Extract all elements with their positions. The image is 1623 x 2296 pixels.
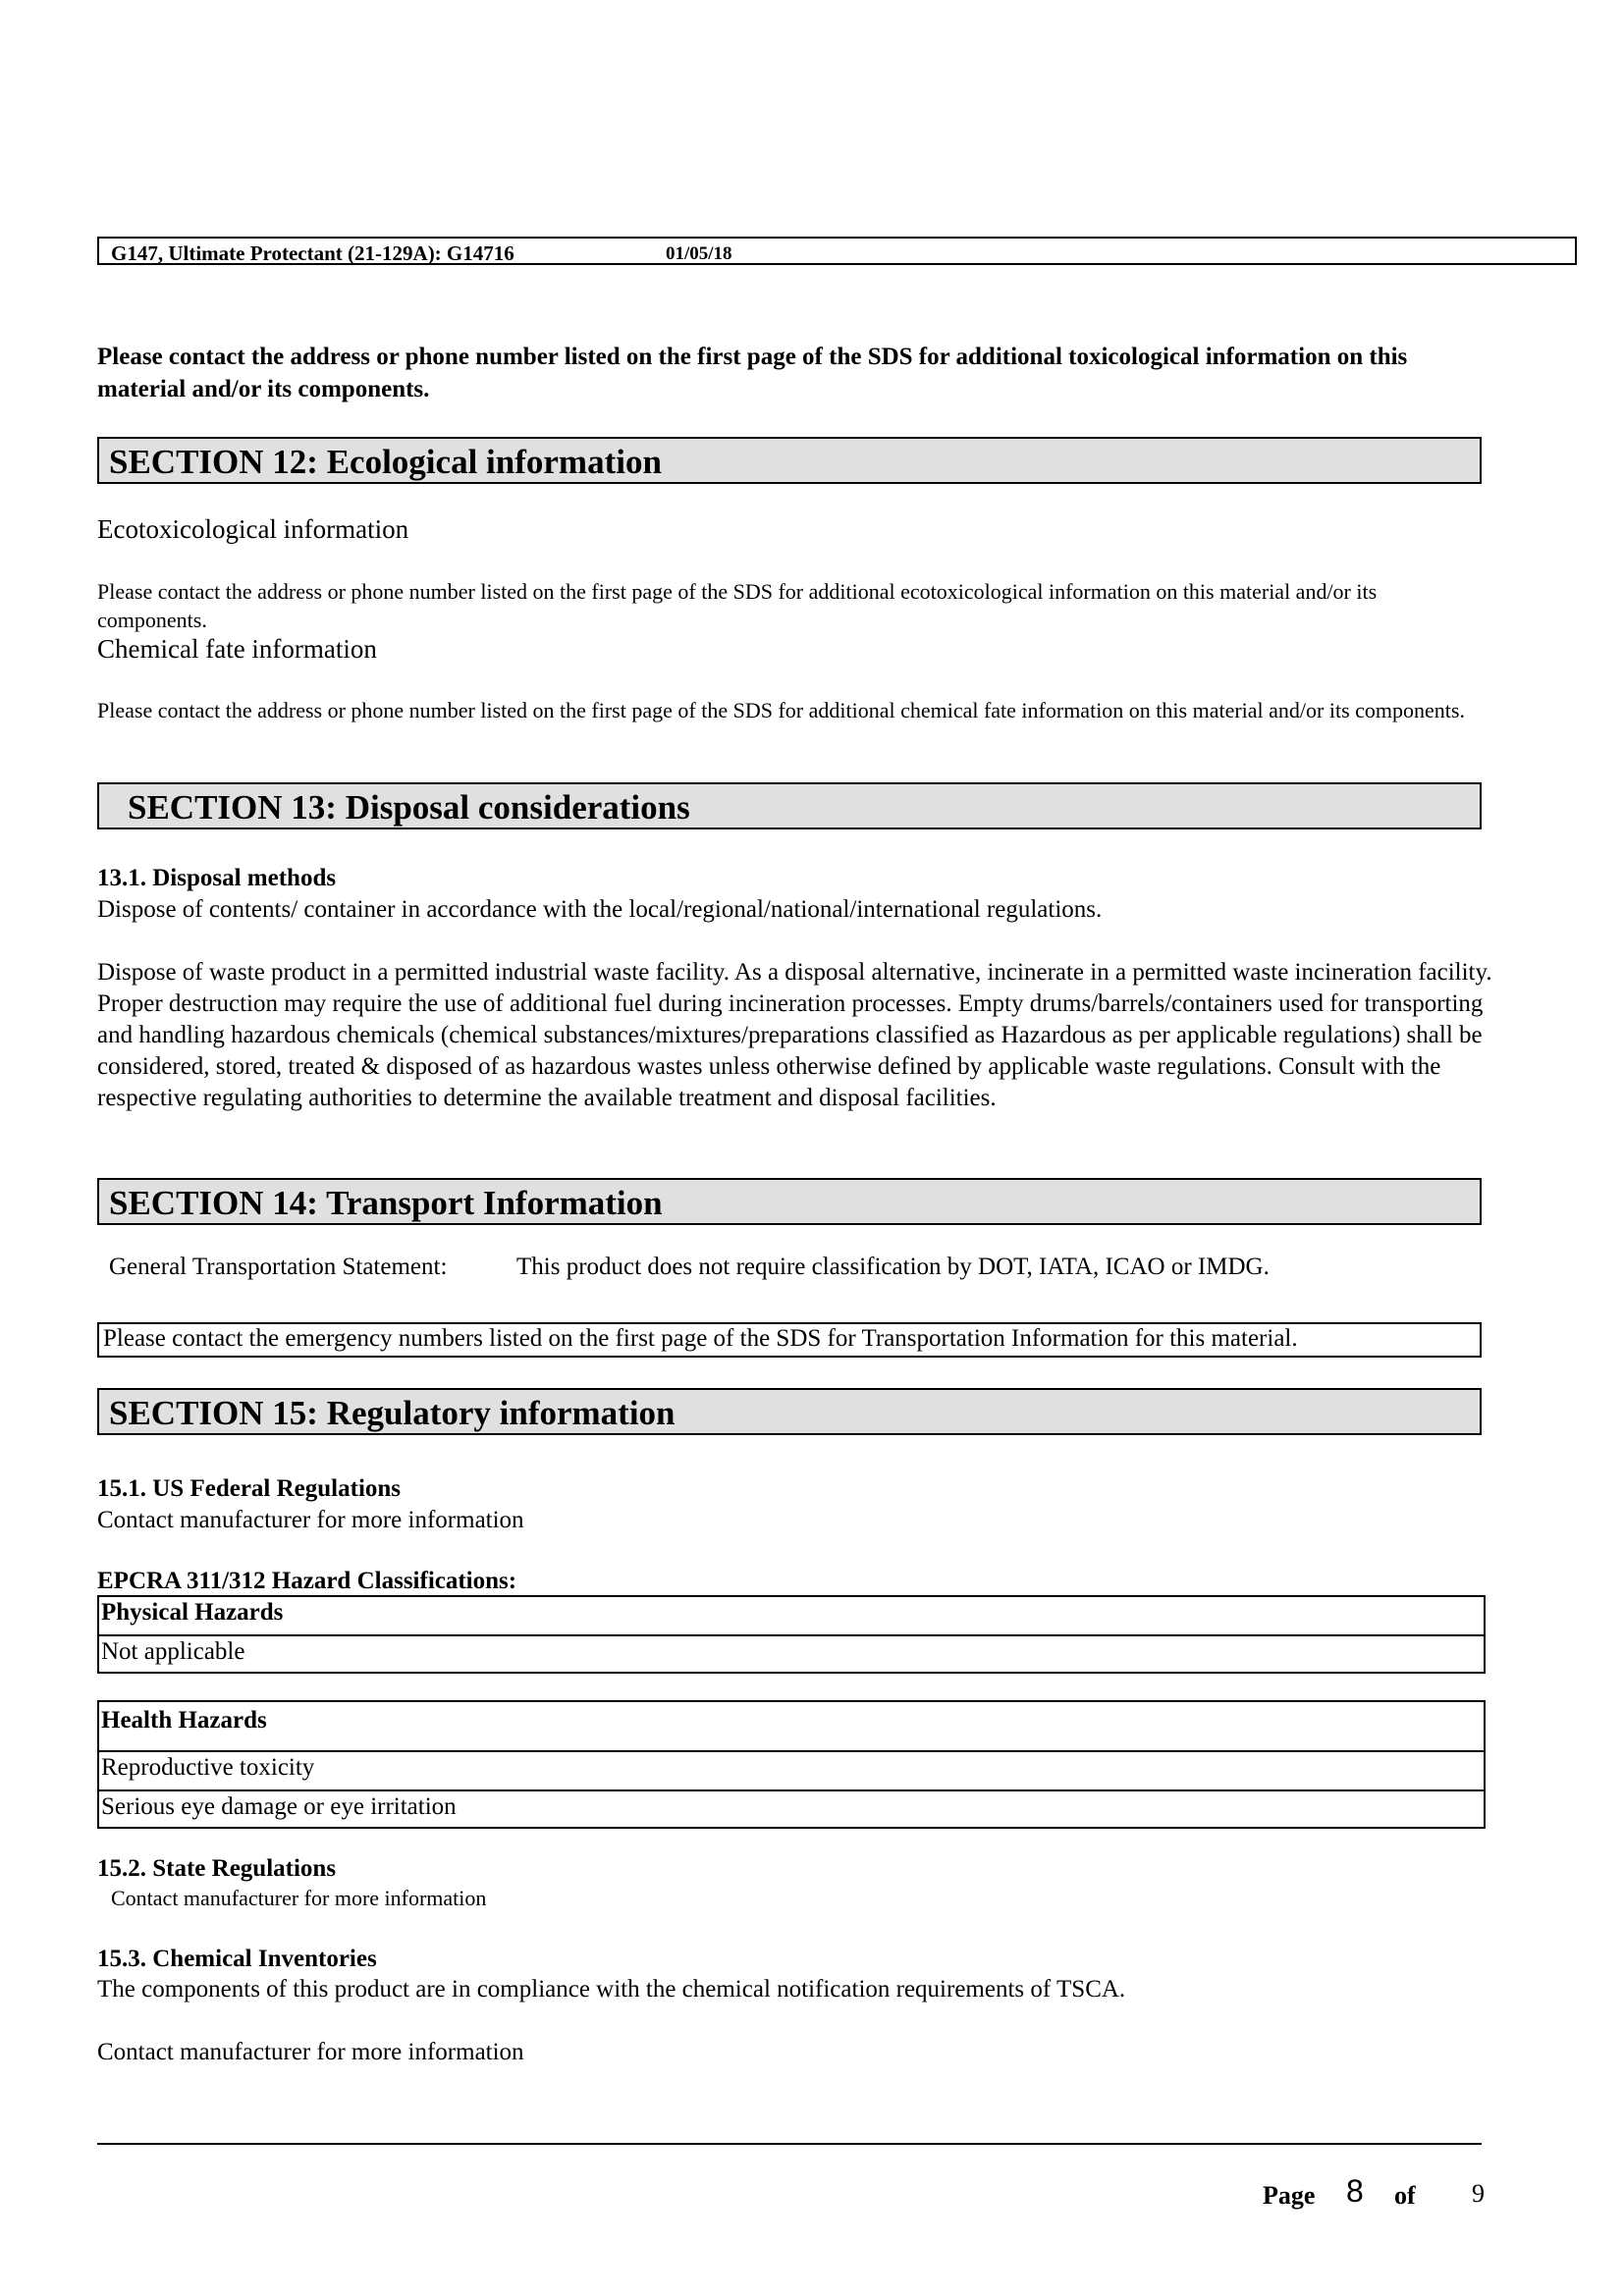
section-15-bar [97, 1388, 1482, 1435]
product-identifier: G147, Ultimate Protectant (21-129A): G14716 [111, 241, 514, 265]
disposal-methods-heading: 13.1. Disposal methods [97, 865, 337, 891]
toxicological-contact-note: Please contact the address or phone number listed on the first page of the SDS for additional toxicological information on this material and/or its components. [97, 344, 1408, 402]
table-row: Serious eye damage or eye irritation [101, 1793, 457, 1820]
transport-contact-text: Please contact the emergency numbers listed on the first page of the SDS for Transportation Information for this material. [103, 1325, 1298, 1352]
epcra-heading: EPCRA 311/312 Hazard Classifications: [97, 1568, 517, 1594]
chemical-inventories-heading: 15.3. Chemical Inventories [97, 1946, 377, 1972]
table-row: Not applicable [101, 1638, 245, 1665]
state-regulations-text: Contact manufacturer for more information [111, 1886, 487, 1910]
health-hazards-header: Health Hazards [101, 1707, 267, 1734]
table-divider [99, 1634, 1484, 1636]
section-14-bar [97, 1178, 1482, 1225]
health-hazards-table [97, 1700, 1486, 1829]
ecotox-text: Please contact the address or phone number listed on the first page of the SDS for additional ecotoxicological information on this material and/or its components. [97, 579, 1378, 632]
revision-date: 01/05/18 [666, 243, 732, 264]
chemical-inventories-text: The components of this product are in compliance with the chemical notification requirements of TSCA. [97, 1976, 1126, 2002]
chemfate-heading: Chemical fate information [97, 634, 377, 664]
state-regulations-heading: 15.2. State Regulations [97, 1855, 337, 1882]
total-pages: 9 [1472, 2179, 1485, 2208]
table-divider [99, 1750, 1484, 1752]
physical-hazards-header: Physical Hazards [101, 1599, 284, 1626]
chemfate-text: Please contact the address or phone number listed on the first page of the SDS for additional chemical fate information on this material and/or its components. [97, 698, 1465, 722]
footer-rule [97, 2143, 1482, 2145]
disposal-methods-text: Dispose of contents/ container in accordance with the local/regional/national/international regulations. [97, 896, 1103, 923]
section-12-title: SECTION 12: Ecological information [109, 443, 662, 481]
table-divider [99, 1789, 1484, 1791]
transport-statement-value: This product does not require classification by DOT, IATA, ICAO or IMDG. [516, 1254, 1270, 1280]
section-13-title: SECTION 13: Disposal considerations [128, 788, 690, 827]
transport-contact-box [97, 1322, 1482, 1358]
physical-hazards-table [97, 1595, 1486, 1674]
section-13-bar [97, 782, 1482, 829]
page-number: 8 [1346, 2173, 1364, 2209]
page-label: Page [1263, 2181, 1316, 2210]
section-12-bar [97, 437, 1482, 484]
section-15-title: SECTION 15: Regulatory information [109, 1394, 676, 1432]
inventories-contact-text: Contact manufacturer for more information [97, 2039, 524, 2065]
section-14-title: SECTION 14: Transport Information [109, 1184, 663, 1222]
waste-disposal-text: Dispose of waste product in a permitted industrial waste facility. As a disposal alternative, incinerate in a permitted waste incineration facility. Proper destruction may require the use of additional fuel during incineration processes. Empty drums/barrels/containers used for transporting and handling hazardous chemicals (chemical substances/mixtures/preparations classified as Hazardous as per applicable regulations) shall be considered, stored, treated & disposed of as hazardous wastes unless otherwise defined by applicable waste regulations. Consult with the respective regulating authorities to determine the available treatment and disposal facilities. [97, 959, 1492, 1111]
federal-regulations-heading: 15.1. US Federal Regulations [97, 1475, 402, 1502]
federal-regulations-text: Contact manufacturer for more information [97, 1507, 524, 1533]
ecotox-heading: Ecotoxicological information [97, 514, 409, 544]
document-header [97, 237, 1577, 265]
table-row: Reproductive toxicity [101, 1754, 315, 1781]
of-label: of [1394, 2181, 1416, 2210]
transport-statement-label: General Transportation Statement: [109, 1254, 448, 1280]
